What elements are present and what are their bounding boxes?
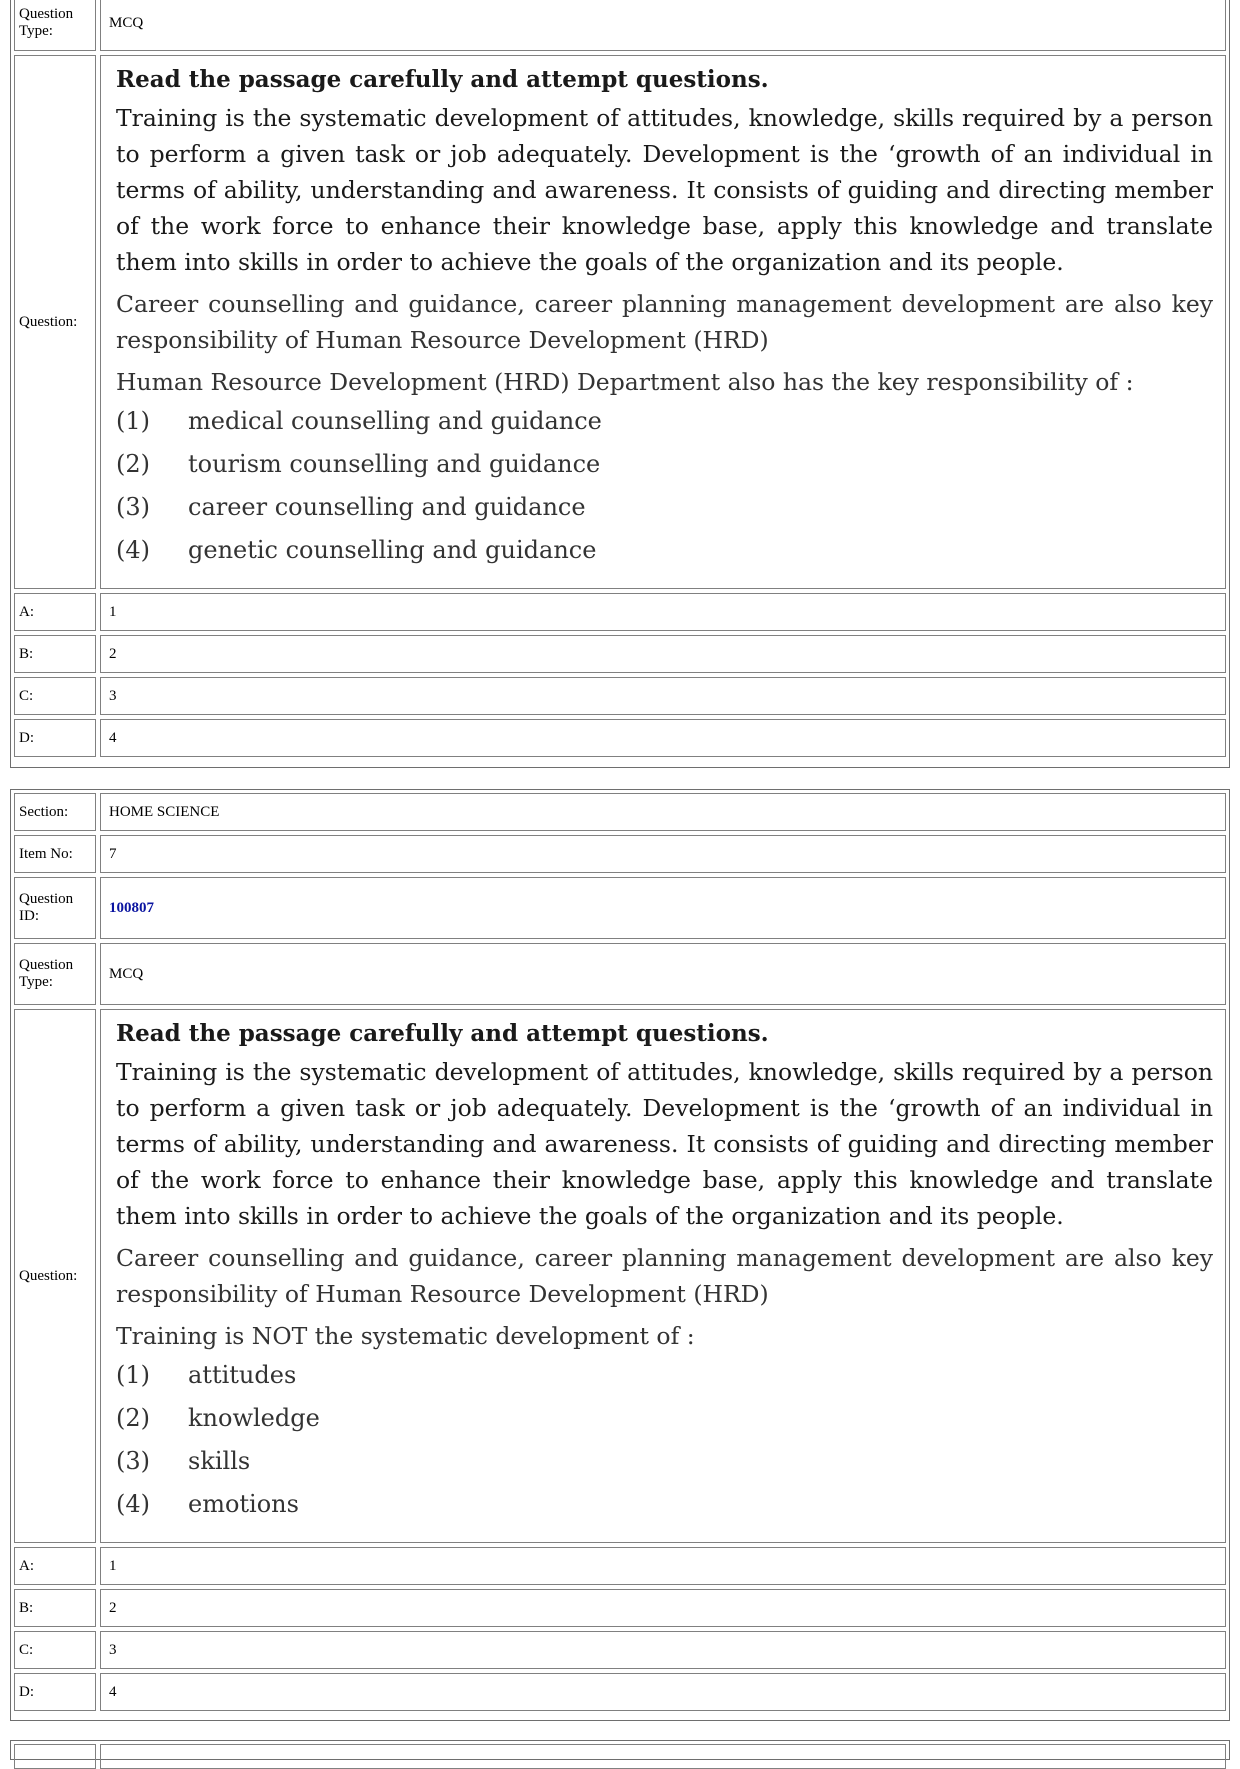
section-row [14,793,1226,831]
question-stem: Training is NOT the systematic development of : [116,1322,695,1350]
passage-heading: Read the passage carefully and attempt questions. [116,66,769,93]
option-item: (4) genetic counselling and guidance [116,536,597,564]
answer-b-value: 2 [100,635,1226,673]
question-type-row [14,0,1226,51]
answer-a-row [14,593,1226,631]
question-type-value: MCQ [100,943,1226,1005]
question-content [100,55,1226,589]
answer-b-row [14,635,1226,673]
section-value: HOME SCIENCE [100,793,1226,831]
passage-paragraph-2: Career counselling and guidance, career planning management development are also key responsibility of Human Resource Development (HRD) [116,1244,1213,1308]
question-id-label: Question ID: [14,877,96,939]
option-item: (4) emotions [116,1490,299,1518]
answer-d-value: 4 [100,1673,1226,1711]
passage-heading: Read the passage carefully and attempt questions. [116,1020,769,1047]
answer-a-row [14,1547,1226,1585]
answer-b-label: B: [14,1589,96,1627]
option-item: (2) tourism counselling and guidance [116,450,601,478]
cutoff-row [14,1744,1226,1759]
answer-a-label: A: [14,1547,96,1585]
option-item: (2) knowledge [116,1404,320,1432]
answer-c-row [14,677,1226,715]
item-no-row [14,835,1226,873]
answer-c-label: C: [14,677,96,715]
question-id-row [14,877,1226,939]
question-type-row [14,943,1226,1005]
question-type-label: Question Type: [14,943,96,1005]
option-item: (1) attitudes [116,1361,297,1389]
answer-d-label: D: [14,719,96,757]
option-item: (1) medical counselling and guidance [116,407,602,435]
answer-a-value: 1 [100,593,1226,631]
answer-d-row [14,1673,1226,1711]
section-label: Section: [14,793,96,831]
answer-c-value: 3 [100,1631,1226,1669]
question-label: Question: [14,55,96,589]
cutoff-label-cell [14,1744,96,1769]
answer-c-value: 3 [100,677,1226,715]
question-block-3 [10,1740,1230,1760]
passage-paragraph-1: Training is the systematic development of attitudes, knowledge, skills required by a person to perform a given task or job adequately. Development is the ‘growth of an individual in terms of ability, understanding and awareness. It consists of guiding and directing member of the work force to enhance their knowledge base, apply this knowledge and translate them into skills in order to achieve the goals of the organization and its people. [116,104,1213,276]
question-type-value: MCQ [100,0,1226,51]
question-block-1 [10,0,1230,768]
question-block-2 [10,789,1230,1721]
question-content [100,1009,1226,1543]
cutoff-value-cell [100,1744,1226,1769]
question-row [14,55,1226,589]
item-no-value: 7 [100,835,1226,873]
question-label: Question: [14,1009,96,1543]
passage-paragraph-1: Training is the systematic development of attitudes, knowledge, skills required by a person to perform a given task or job adequately. Development is the ‘growth of an individual in terms of ability, understanding and awareness. It consists of guiding and directing member of the work force to enhance their knowledge base, apply this knowledge and translate them into skills in order to achieve the goals of the organization and its people. [116,1058,1213,1230]
answer-d-label: D: [14,1673,96,1711]
answer-a-label: A: [14,593,96,631]
question-row [14,1009,1226,1543]
answer-c-row [14,1631,1226,1669]
question-stem: Human Resource Development (HRD) Department also has the key responsibility of : [116,368,1134,396]
answer-b-label: B: [14,635,96,673]
answer-d-row [14,719,1226,757]
item-no-label: Item No: [14,835,96,873]
option-item: (3) career counselling and guidance [116,493,586,521]
answer-a-value: 1 [100,1547,1226,1585]
question-id-link[interactable]: 100807 [109,899,154,916]
passage-paragraph-2: Career counselling and guidance, career planning management development are also key responsibility of Human Resource Development (HRD) [116,290,1213,354]
answer-c-label: C: [14,1631,96,1669]
question-id-value [100,877,1226,939]
answer-d-value: 4 [100,719,1226,757]
question-type-label: Question Type: [14,0,96,51]
option-item: (3) skills [116,1447,251,1475]
answer-b-row [14,1589,1226,1627]
answer-b-value: 2 [100,1589,1226,1627]
